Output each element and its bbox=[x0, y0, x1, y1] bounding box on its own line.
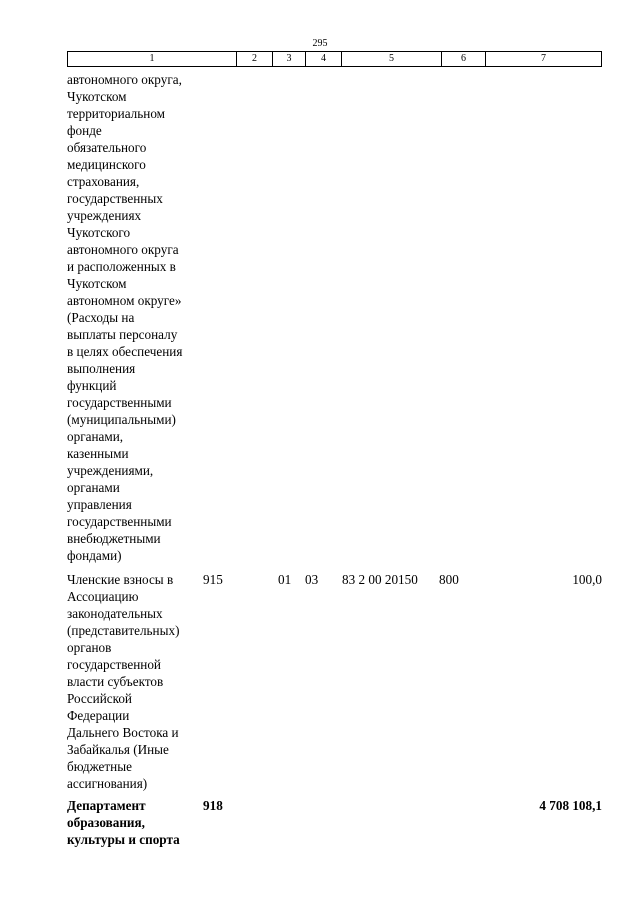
row-amount: 100,0 bbox=[572, 572, 602, 587]
row-name-line: медицинского bbox=[67, 157, 146, 172]
column-header-2: 2 bbox=[237, 52, 273, 66]
row-name-line: органами bbox=[67, 480, 120, 495]
row-name-line: культуры и спорта bbox=[67, 832, 180, 847]
row-ministry-code: 918 bbox=[203, 798, 223, 813]
row-name-line: обязательного bbox=[67, 140, 147, 155]
row-name-line: фондами) bbox=[67, 548, 122, 563]
row-ministry-code: 915 bbox=[203, 572, 223, 587]
row-expense-type-code: 800 bbox=[439, 572, 459, 587]
column-header-3: 3 bbox=[273, 52, 306, 66]
row-name-line: страхования, bbox=[67, 174, 140, 189]
row-name-line: Членские взносы в bbox=[67, 572, 174, 587]
row-name bbox=[67, 71, 207, 564]
row-name-line: государственной bbox=[67, 657, 161, 672]
row-name-line: образования, bbox=[67, 815, 145, 830]
row-name-line: учреждениях bbox=[67, 208, 142, 223]
column-header-1: 1 bbox=[68, 52, 237, 66]
row-name-line: законодательных bbox=[67, 606, 163, 621]
column-header-4: 4 bbox=[306, 52, 342, 66]
row-name-line: бюджетные bbox=[67, 759, 132, 774]
row-name-line: Российской bbox=[67, 691, 132, 706]
column-header-6: 6 bbox=[442, 52, 486, 66]
row-name-line: внебюджетными bbox=[67, 531, 161, 546]
row-name-line: (муниципальными) bbox=[67, 412, 176, 427]
row-name-line: автономного округа, bbox=[67, 72, 182, 87]
row-name-line: государственными bbox=[67, 514, 172, 529]
row-name-line: фонде bbox=[67, 123, 102, 138]
row-name-line: Департамент bbox=[67, 798, 146, 813]
row-name bbox=[67, 797, 207, 848]
row-subsection-code: 03 bbox=[305, 572, 319, 587]
row-name-line: Чукотском bbox=[67, 89, 127, 104]
row-name-line: Ассоциацию bbox=[67, 589, 139, 604]
row-name-line: выполнения bbox=[67, 361, 136, 376]
row-name-line: учреждениями, bbox=[67, 463, 154, 478]
row-name-line: функций bbox=[67, 378, 117, 393]
row-name-line: казенными bbox=[67, 446, 129, 461]
row-name-line: автономного округа bbox=[67, 242, 179, 257]
row-name-line: (представительных) bbox=[67, 623, 180, 638]
row-section-code: 01 bbox=[278, 572, 292, 587]
row-name-line: органами, bbox=[67, 429, 124, 444]
row-name-line: органов bbox=[67, 640, 112, 655]
row-amount: 4 708 108,1 bbox=[539, 798, 602, 813]
row-target-code: 83 2 00 20150 bbox=[342, 572, 418, 587]
row-name-line: в целях обеспечения bbox=[67, 344, 183, 359]
row-name bbox=[67, 571, 207, 792]
row-name-line: выплаты персоналу bbox=[67, 327, 178, 342]
row-name-line: территориальном bbox=[67, 106, 166, 121]
row-name-line: (Расходы на bbox=[67, 310, 135, 325]
row-name-line: Федерации bbox=[67, 708, 130, 723]
row-name-line: Чукотском bbox=[67, 276, 127, 291]
row-name-line: государственных bbox=[67, 191, 163, 206]
row-name-line: Забайкалья (Иные bbox=[67, 742, 169, 757]
column-header-7: 7 bbox=[541, 53, 546, 64]
row-name-line: автономном округе» bbox=[67, 293, 182, 308]
page-number: 295 bbox=[312, 38, 328, 49]
column-header-5: 5 bbox=[342, 52, 442, 66]
table-header bbox=[67, 51, 602, 67]
row-name-line: Дальнего Востока и bbox=[67, 725, 179, 740]
row-name-line: власти субъектов bbox=[67, 674, 164, 689]
row-name-line: и расположенных в bbox=[67, 259, 176, 274]
row-name-line: ассигнования) bbox=[67, 776, 148, 791]
row-name-line: государственными bbox=[67, 395, 172, 410]
row-name-line: управления bbox=[67, 497, 132, 512]
row-name-line: Чукотского bbox=[67, 225, 131, 240]
